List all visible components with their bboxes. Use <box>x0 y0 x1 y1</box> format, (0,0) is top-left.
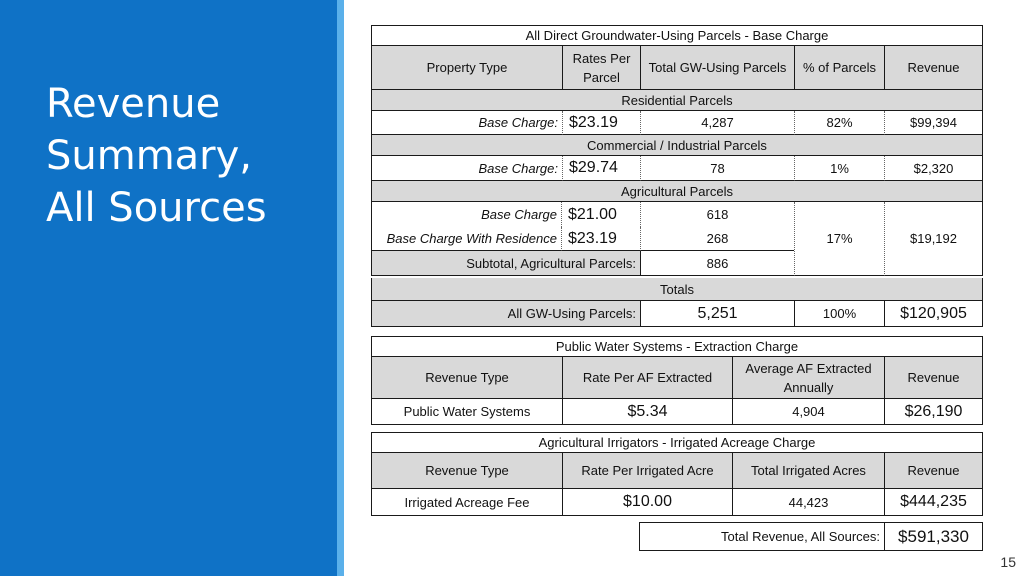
ag-base-charge-rate: $21.00 <box>568 205 617 223</box>
t3-revenue: $444,235 <box>884 489 983 516</box>
ag-subtotal-label: Subtotal, Agricultural Parcels: <box>371 251 640 276</box>
t2-header-avg-af: Average AF Extracted Annually <box>732 357 884 399</box>
ag-base-charge-parcels: 618 <box>640 202 794 227</box>
section-residential: Residential Parcels <box>371 90 983 111</box>
section-agricultural: Agricultural Parcels <box>371 181 983 202</box>
slide-title-line-2: Summary, <box>46 133 253 179</box>
residential-parcels: 4,287 <box>640 111 794 135</box>
page-number: 15 <box>1000 554 1016 570</box>
header-rates-per-parcel: Rates Per Parcel <box>562 46 640 90</box>
ag-residence-parcels: 268 <box>640 227 794 251</box>
ag-base-charge-label: Base Charge <box>371 202 562 227</box>
sidebar-accent-stripe <box>337 0 344 576</box>
grand-total-label: Total Revenue, All Sources: <box>639 522 884 551</box>
header-property-type: Property Type <box>371 46 562 90</box>
totals-pct: 100% <box>794 301 884 327</box>
commercial-label: Base Charge: <box>371 156 562 181</box>
t3-revenue-type: Irrigated Acreage Fee <box>371 489 562 516</box>
t2-revenue: $26,190 <box>884 399 983 425</box>
t2-header-rate: Rate Per AF Extracted <box>562 357 732 399</box>
residential-rate: $23.19 <box>562 111 640 135</box>
header-total-parcels: Total GW-Using Parcels <box>640 46 794 90</box>
commercial-rate: $29.74 <box>562 156 640 181</box>
t3-header-revenue-type: Revenue Type <box>371 453 562 489</box>
table1-title: All Direct Groundwater-Using Parcels - Base Charge <box>371 25 983 46</box>
totals-parcels: 5,251 <box>640 301 794 327</box>
ag-revenue: $19,192 <box>884 202 983 276</box>
residential-revenue: $99,394 <box>884 111 983 135</box>
commercial-parcels: 78 <box>640 156 794 181</box>
t2-rate: $5.34 <box>562 399 732 425</box>
ag-subtotal-parcels: 886 <box>640 251 794 276</box>
slide-title-line-1: Revenue <box>46 81 221 127</box>
t2-header-revenue-type: Revenue Type <box>371 357 562 399</box>
t3-header-rate: Rate Per Irrigated Acre <box>562 453 732 489</box>
t2-avg-af: 4,904 <box>732 399 884 425</box>
residential-label: Base Charge: <box>371 111 562 135</box>
grand-total-value: $591,330 <box>884 522 983 551</box>
t3-rate: $10.00 <box>562 489 732 516</box>
t2-revenue-type: Public Water Systems <box>371 399 562 425</box>
slide-title <box>46 78 326 234</box>
table3-title: Agricultural Irrigators - Irrigated Acreage Charge <box>371 432 983 453</box>
t3-acres: 44,423 <box>732 489 884 516</box>
section-totals: Totals <box>371 278 983 301</box>
residential-pct: 82% <box>794 111 884 135</box>
totals-revenue: $120,905 <box>884 301 983 327</box>
section-commercial: Commercial / Industrial Parcels <box>371 135 983 156</box>
commercial-revenue: $2,320 <box>884 156 983 181</box>
table2-title: Public Water Systems - Extraction Charge <box>371 336 983 357</box>
t2-header-revenue: Revenue <box>884 357 983 399</box>
ag-pct: 17% <box>794 202 884 276</box>
slide-title-line-3: All Sources <box>46 185 267 231</box>
header-pct-parcels: % of Parcels <box>794 46 884 90</box>
commercial-pct: 1% <box>794 156 884 181</box>
t3-header-acres: Total Irrigated Acres <box>732 453 884 489</box>
ag-residence-rate: $23.19 <box>562 227 640 251</box>
t3-header-revenue: Revenue <box>884 453 983 489</box>
totals-label: All GW-Using Parcels: <box>371 301 640 327</box>
ag-residence-label: Base Charge With Residence <box>371 227 562 251</box>
header-revenue: Revenue <box>884 46 983 90</box>
